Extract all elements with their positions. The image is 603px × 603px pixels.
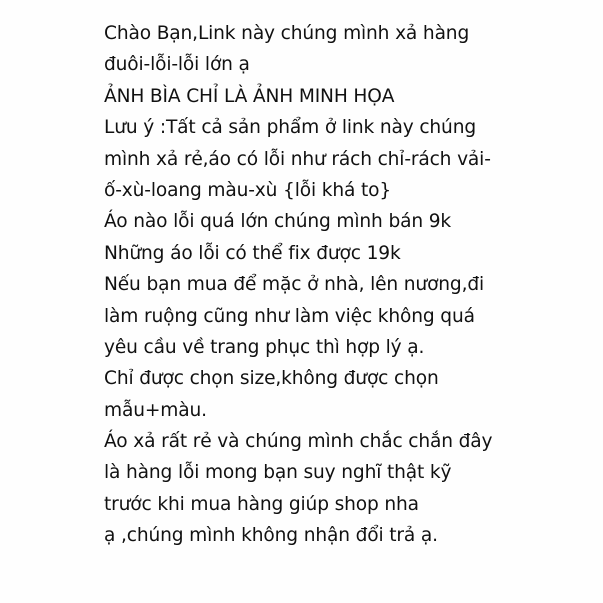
- notice-line: Áo xả rất rẻ và chúng mình chắc chắn đây: [104, 431, 493, 453]
- notice-line: trước khi mua hàng giúp shop nha: [104, 493, 419, 515]
- notice-line: ẢNH BÌA CHỈ LÀ ẢNH MINH HỌA: [104, 85, 395, 107]
- notice-line: Áo nào lỗi quá lớn chúng mình bán 9k: [104, 211, 452, 233]
- notice-line: đuôi-lỗi-lỗi lớn ạ: [104, 54, 250, 76]
- notice-line: Chỉ được chọn size,không được chọn: [104, 368, 439, 390]
- notice-line: Những áo lỗi có thể fix được 19k: [104, 242, 401, 264]
- notice-line: ố-xù-loang màu-xù {lỗi khá to}: [104, 179, 392, 201]
- notice-line: làm ruộng cũng như làm việc không quá: [104, 305, 475, 327]
- notice-line: Chào Bạn,Link này chúng mình xả hàng: [104, 23, 470, 44]
- notice-line: mẫu+màu.: [104, 399, 207, 421]
- notice-line: Lưu ý :Tất cả sản phẩm ở link này chúng: [104, 117, 476, 139]
- notice-line: mình xả rẻ,áo có lỗi như rách chỉ-rách vải-: [104, 148, 491, 170]
- notice-line: yêu cầu về trang phục thì hợp lý ạ.: [104, 336, 425, 358]
- notice-text-block: [104, 18, 492, 552]
- notice-line: ạ ,chúng mình không nhận đổi trả ạ.: [104, 525, 438, 547]
- notice-line: là hàng lỗi mong bạn suy nghĩ thật kỹ: [104, 462, 452, 484]
- notice-line: Nếu bạn mua để mặc ở nhà, lên nương,đi: [104, 274, 485, 296]
